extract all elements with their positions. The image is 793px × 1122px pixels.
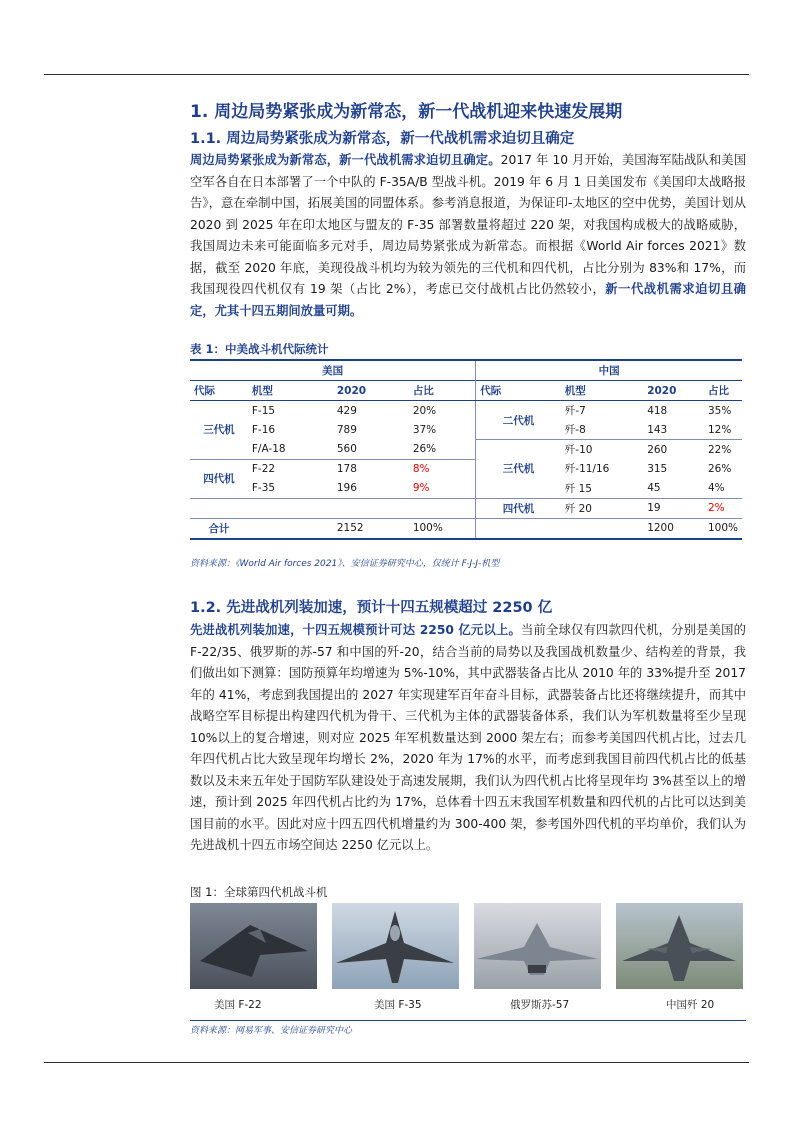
cell: 418 — [647, 404, 668, 417]
cell: 143 — [643, 420, 704, 440]
col-model-cn: 机型 — [561, 381, 643, 401]
top-rule — [44, 74, 749, 75]
table-row — [190, 479, 742, 499]
para1-tail: 新一代战机需求迫切且确定，尤其十四五期间放量可期。 — [190, 282, 746, 318]
col-year-us: 2020 — [333, 381, 409, 401]
cell: F/A-18 — [248, 440, 333, 460]
f22-image — [190, 903, 317, 989]
cell: 429 — [336, 404, 357, 417]
cell: 歼 15 — [561, 479, 643, 499]
cell: 315 — [647, 462, 668, 475]
cell — [248, 518, 333, 539]
cell: 22% — [707, 443, 732, 456]
cell: 歼-8 — [561, 420, 643, 440]
cell: 歼-10 — [564, 444, 593, 456]
cell: F-22 — [251, 463, 276, 475]
para2-lead: 先进战机列装加速，十四五规模预计可达 2250 亿元以上。 — [190, 623, 521, 637]
cell: 4% — [704, 479, 742, 499]
us-blank — [190, 498, 476, 518]
cell: 12% — [704, 420, 742, 440]
section1-title: 1. 周边局势紧张成为新常态，新一代战机迎来快速发展期 — [190, 102, 623, 122]
cell: F-15 — [251, 404, 276, 417]
us-gen-3: 三代机 — [190, 401, 248, 460]
cell: 2% — [704, 498, 742, 518]
su57-label: 俄罗斯苏-57 — [510, 999, 570, 1011]
cell: 260 — [647, 443, 668, 456]
bottom-rule — [44, 1062, 749, 1063]
section1-1-title: 1.1. 周边局势紧张成为新常态，新一代战机需求迫切且确定 — [190, 131, 575, 147]
cn-total: 1200 — [643, 518, 704, 539]
cn-gen-3: 三代机 — [476, 440, 561, 499]
cn-group-header: 中国 — [476, 360, 742, 381]
cell: F-35 — [248, 479, 333, 499]
table-row — [190, 420, 742, 440]
cell: 19 — [643, 498, 704, 518]
cell: 26% — [707, 462, 732, 475]
total-row — [190, 518, 742, 539]
cell — [561, 518, 643, 539]
su57-image — [474, 903, 601, 989]
figure1-source: 资料来源：网易军事、安信证券研究中心 — [190, 1026, 353, 1036]
col-gen-cn: 代际 — [476, 381, 561, 401]
fighter-generation-table — [190, 359, 742, 540]
col-model-us: 机型 — [248, 381, 333, 401]
cell: 35% — [707, 404, 732, 417]
cell — [476, 518, 561, 539]
us-group-header: 美国 — [190, 360, 476, 381]
j20-label: 中国歼 20 — [666, 999, 715, 1011]
cell: 8% — [412, 463, 430, 475]
us-total-share: 100% — [409, 518, 476, 539]
cell: 20% — [412, 404, 437, 417]
table-row — [190, 401, 742, 421]
para2-body: 当前全球仅有四款四代机，分别是美国的 F-22/35、俄罗斯的苏-57 和中国的歼-20，结合当前的局势以及我国战机数量少、结构差的背景，我们做出如下测算：国防预算年均增速为 5%-10%，其中武器装备占比从 2010 年的 33%提升至 2017 年的 41%，考虑到我国提出的 2027 年实现建军百年奋斗目标，武器装备占比还将继续提升，而其中战略空军目标提出构建四代机为骨干、三代机为主体的武器装备体系，我们认为军机数量将至少呈现 10%以上的复合增速，则对应 2025 年军机数量达到 2000 架左右；而参考美国四代机占比，过去几年四代机占比大致呈现年均增长 2%，2020 年为 17%的水平，而考虑到我国目前四代机占比的低基数以及未来五年处于国防军队建设处于高速发展期，我们认为四代机占比将呈现年均 3%甚至以上的增速，预计到 2025 年四代机占比约为 17%，总体看十四五末我国军机数量和四代机的占比可以达到美国目前的水平。因此对应十四五四代机增量约为 300-400 架，参考国外四代机的平均单价，我们认为先进战机十四五市场空间达 2250 亿元以上。 — [190, 623, 746, 852]
section1-2-title: 1.2. 先进战机列装加速，预计十四五规模超过 2250 亿 — [190, 600, 553, 616]
table1-caption: 表 1：中美战斗机代际统计 — [190, 342, 329, 356]
total-label: 合计 — [190, 518, 248, 539]
cell: 178 — [336, 463, 357, 475]
col-year-cn: 2020 — [643, 381, 704, 401]
f22-label: 美国 F-22 — [214, 999, 262, 1011]
cell: 9% — [409, 479, 476, 499]
cn-gen-2: 二代机 — [476, 401, 561, 440]
cell: F-16 — [251, 423, 276, 436]
cell: 26% — [409, 440, 476, 460]
figure-rule — [190, 1020, 746, 1021]
cell: 歼-11/16 — [564, 463, 610, 476]
table-row — [190, 498, 742, 518]
us-total: 2152 — [333, 518, 409, 539]
table1-source: 资料来源：《World Air forces 2021》、安信证券研究中心，仅统计 F-J-J-机型 — [190, 559, 500, 569]
cell: 歼-7 — [564, 405, 586, 417]
paragraph-2 — [190, 620, 746, 857]
col-share-us: 占比 — [409, 381, 476, 401]
cn-total-share: 100% — [704, 518, 742, 539]
table-row — [190, 459, 742, 479]
para1-body: 2017 年 10 月开始，美国海军陆战队和美国空军各自在日本部署了一个中队的 F-35A/B 型战斗机。2019 年 6 月 1 日美国发布《美国印太战略报告》，意在牵制中国，拓展美国的同盟体系。参考消息报道，为保证印-太地区的空中优势，美国计划从 2020 到 2025 年在印太地区与盟友的 F-35 部署数量将超过 220 架，对我国构成极大的战略威胁，我国周边未来可能面临多元对手，周边局势紧张成为新常态。而根据《World Air forces 2021》数据，截至 2020 年底，美现役战斗机均为较为领先的三代机和四代机，占比分别为 83%和 17%，而我国现役四代机仅有 19 架（占比 2%），考虑已交付战机占比仍然较小， — [190, 153, 746, 296]
us-gen-4: 四代机 — [190, 459, 248, 498]
cell: 37% — [412, 423, 437, 436]
cell: 196 — [333, 479, 409, 499]
col-gen-us: 代际 — [190, 381, 248, 401]
figure1-caption: 图 1：全球第四代机战斗机 — [190, 885, 328, 899]
cn-gen-4: 四代机 — [476, 498, 561, 518]
cell: 45 — [643, 479, 704, 499]
f35-image — [332, 903, 459, 989]
col-share-cn: 占比 — [704, 381, 742, 401]
cell: 歼 20 — [561, 498, 643, 518]
para1-lead: 周边局势紧张成为新常态，新一代战机需求迫切且确定。 — [190, 153, 501, 167]
cell: 560 — [333, 440, 409, 460]
paragraph-1 — [190, 150, 746, 322]
table-row — [190, 440, 742, 460]
j20-image — [616, 903, 743, 989]
cell: 789 — [336, 423, 357, 436]
f35-label: 美国 F-35 — [374, 999, 422, 1011]
